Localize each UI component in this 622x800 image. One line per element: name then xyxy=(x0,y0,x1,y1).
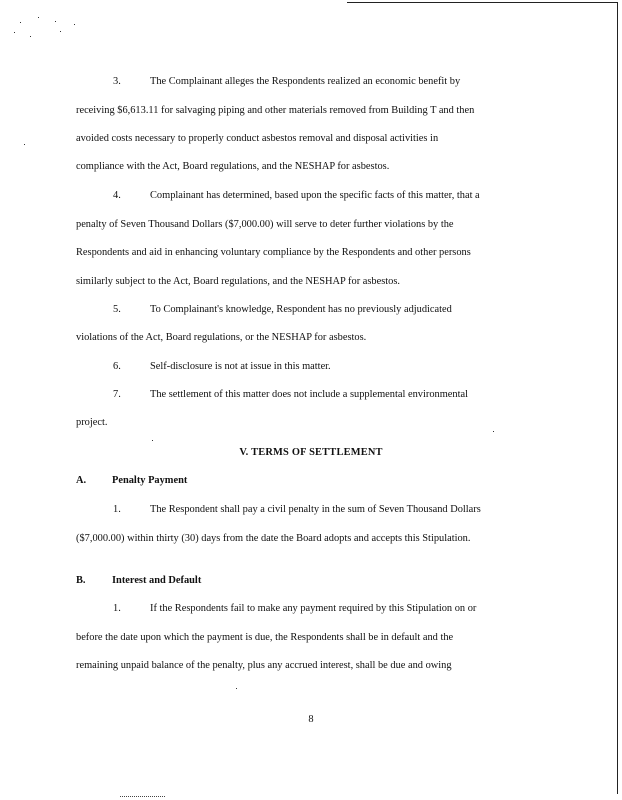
subsection-title: Interest and Default xyxy=(112,575,202,586)
paragraph-first-line: To Complainant's knowledge, Respondent has no previously adjudicated xyxy=(150,304,452,315)
paragraph-number: 5. xyxy=(113,304,121,315)
scan-speck xyxy=(38,17,39,18)
paragraph-line: before the date upon which the payment is due, the Respondents shall be in default and the xyxy=(76,632,454,643)
paragraph-line: violations of the Act, Board regulations, or the NESHAP for asbestos. xyxy=(76,332,367,343)
paragraph-line: remaining unpaid balance of the penalty, plus any accrued interest, shall be due and owing xyxy=(76,660,452,671)
scan-speck xyxy=(152,440,153,441)
scan-speck xyxy=(74,24,75,25)
paragraph-line: receiving $6,613.11 for salvaging piping and other materials removed from Building T and then xyxy=(76,105,475,116)
paragraph-line: avoided costs necessary to properly conduct asbestos removal and disposal activities in xyxy=(76,133,439,144)
paragraph-number: 1. xyxy=(113,504,121,515)
paragraph-first-line: Complainant has determined, based upon the specific facts of this matter, that a xyxy=(150,190,480,201)
subsection-letter: B. xyxy=(76,575,86,586)
paragraph-number: 7. xyxy=(113,389,121,400)
paragraph-line: compliance with the Act, Board regulations, and the NESHAP for asbestos. xyxy=(76,161,390,172)
paragraph-first-line: The Respondent shall pay a civil penalty in the sum of Seven Thousand Dollars xyxy=(150,504,481,515)
scan-edge-top xyxy=(347,2,618,3)
paragraph-first-line: Self-disclosure is not at issue in this matter. xyxy=(150,361,331,372)
paragraph-number: 6. xyxy=(113,361,121,372)
subsection-letter: A. xyxy=(76,475,87,486)
paragraph-number: 4. xyxy=(113,190,121,201)
scan-speck xyxy=(55,21,56,22)
paragraph-first-line: The settlement of this matter does not include a supplemental environmental xyxy=(150,389,468,400)
paragraph-line: Respondents and aid in enhancing voluntary compliance by the Respondents and other persons xyxy=(76,247,471,258)
paragraph-first-line: If the Respondents fail to make any payment required by this Stipulation on or xyxy=(150,603,477,614)
paragraph-line: ($7,000.00) within thirty (30) days from the date the Board adopts and accepts this Stipulation. xyxy=(76,533,471,544)
scan-speck xyxy=(493,431,494,432)
page-number: 8 xyxy=(308,714,314,725)
scan-speck xyxy=(30,36,31,37)
paragraph-line: project. xyxy=(76,417,108,428)
paragraph-number: 1. xyxy=(113,603,121,614)
scan-artifact-bottom xyxy=(120,796,165,798)
scan-speck xyxy=(60,31,61,32)
section-heading: V. TERMS OF SETTLEMENT xyxy=(239,447,383,458)
scan-speck xyxy=(14,32,15,33)
paragraph-line: penalty of Seven Thousand Dollars ($7,000.00) will serve to deter further violations by the xyxy=(76,219,454,230)
paragraph-number: 3. xyxy=(113,76,121,87)
scan-speck xyxy=(236,688,237,689)
scan-speck xyxy=(20,22,21,23)
subsection-title: Penalty Payment xyxy=(112,475,188,486)
scan-speck xyxy=(24,144,25,145)
paragraph-line: similarly subject to the Act, Board regulations, and the NESHAP for asbestos. xyxy=(76,276,400,287)
scan-edge-right xyxy=(617,2,618,794)
paragraph-first-line: The Complainant alleges the Respondents realized an economic benefit by xyxy=(150,76,461,87)
